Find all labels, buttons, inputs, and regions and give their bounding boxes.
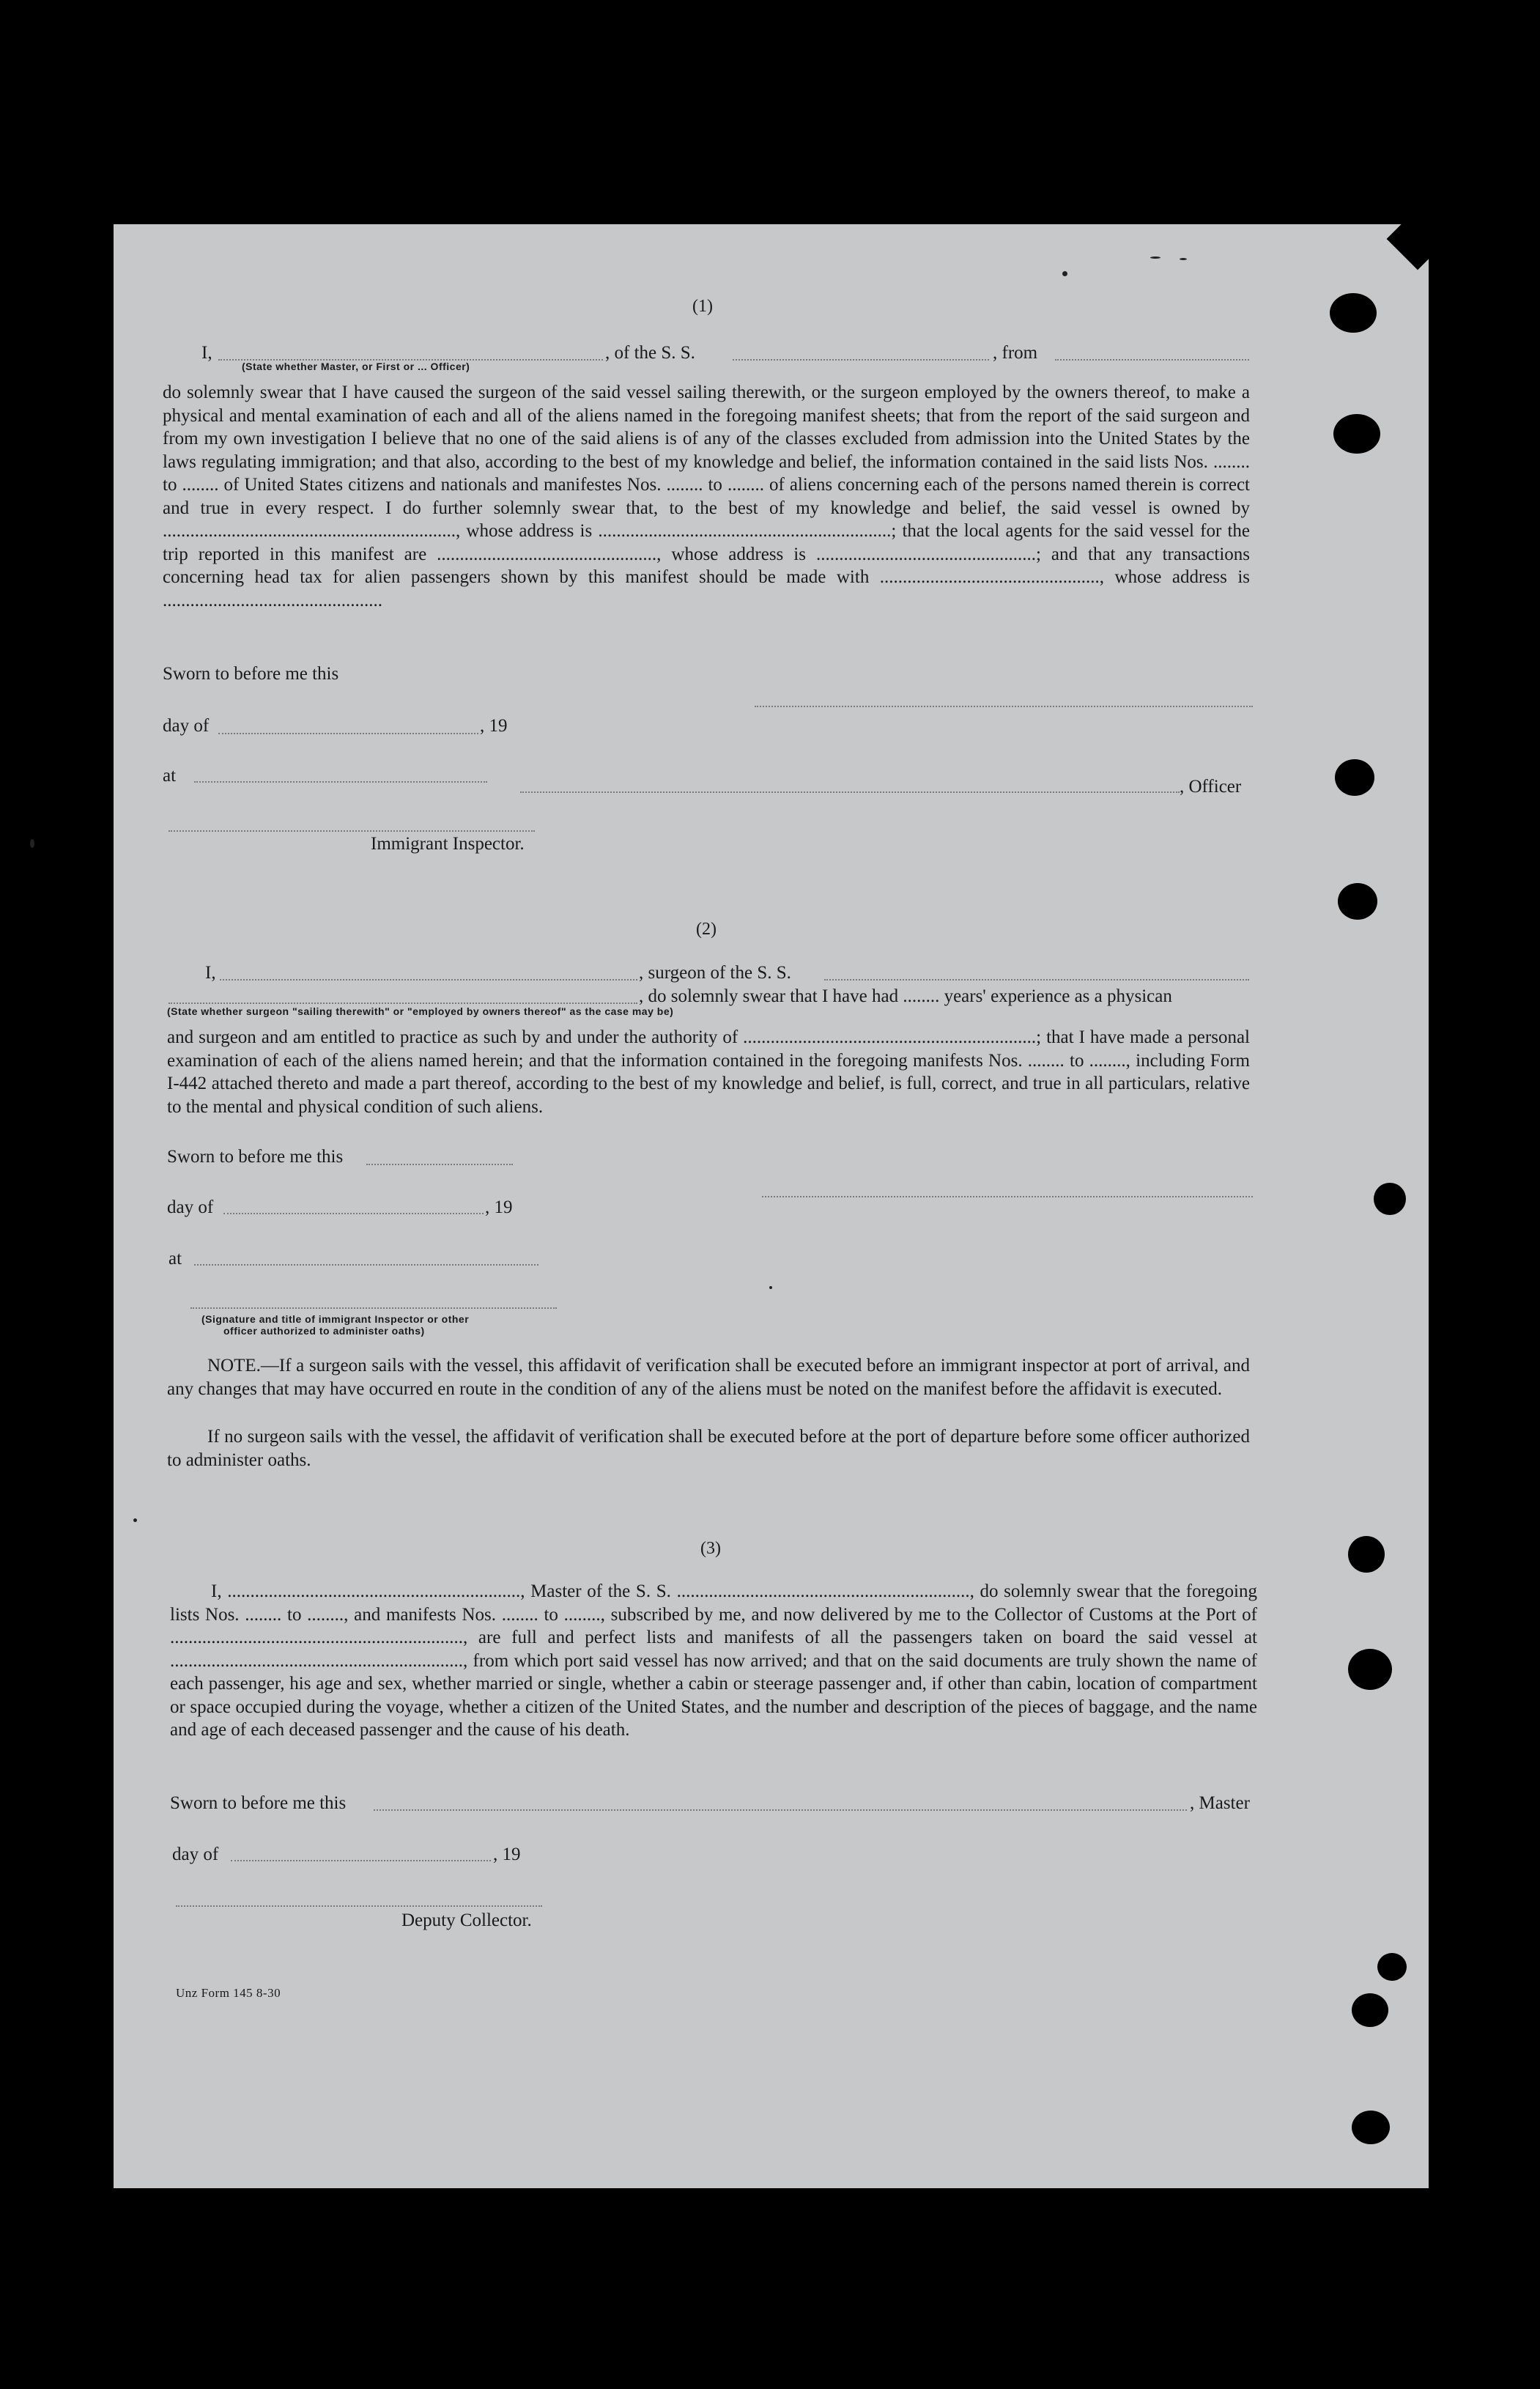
sec2-inspector-line <box>190 1307 557 1309</box>
sec2-sworn: Sworn to before me this <box>167 1147 344 1167</box>
sec1-at-line <box>194 781 487 783</box>
sec2-sworn-line <box>366 1164 513 1165</box>
sec2-surgeon: , surgeon of the S. S. <box>639 963 791 983</box>
sec2-at: at <box>169 1249 182 1269</box>
section-2-number: (2) <box>696 920 717 939</box>
sec3-year: , 19 <box>493 1845 521 1864</box>
section-1-number: (1) <box>692 297 713 316</box>
sec3-deputy: Deputy Collector. <box>401 1910 532 1930</box>
sec2-ship-line <box>824 979 1249 981</box>
sec3-day-line <box>231 1860 491 1861</box>
punch-hole <box>1352 1993 1388 2027</box>
punch-hole <box>1335 759 1374 796</box>
sec1-inspector: Immigrant Inspector. <box>371 834 525 854</box>
sec1-sworn: Sworn to before me this <box>163 664 339 684</box>
sec1-at: at <box>163 766 177 786</box>
form-id: Unz Form 145 8-30 <box>176 1986 281 2000</box>
sec1-day-line <box>218 733 478 734</box>
sec2-day-of: day of <box>167 1197 214 1217</box>
sec1-paragraph: do solemnly swear that I have caused the surgeon of the said vessel sailing therewith, or the surgeon employed by the owners thereof, to make a physical and mental examination of each and all of the aliens named in the foregoing manifest sheets; that from the report of the said surgeon and from my own investigation I believe that no one of the said aliens is of any of the classes excluded from admission into the United States by the laws regulating immigration; and that also, according to the best of my knowledge and belief, the information contained in the said lists Nos. ........ to ........ of United States citizens and nationals and manifestes Nos. ........ to ........ of aliens concerning each of the persons named therein is correct and true in every respect. I do further solemnly swear that, to the best of my knowledge and belief, the said vessel is owned by ................................................................, whose address is ................................................................; that the local agents for the said vessel for the trip reported in this manifest are ................................................, whose address is ................................................; and that any transactions concerning head tax for alien passengers shown by this manifest should be made with ................................................, whose address is ................................................ <box>163 383 1250 610</box>
speck <box>769 1286 772 1289</box>
sec3-paragraph: I, ................................................................, Master of the S. S. ................................................................, do solemnly swear that the foregoing lists Nos. ........ to ........, and manifests Nos. ........ to ........, subscribed by me, and now delivered by me to the Collector of Customs at the Port of ................................................................, are full and perfect lists and manifests of all the passengers taken on board the said vessel at ................................................................, from which port said vessel has now arrived; and that on the said documents are truly shown the name of each passenger, his age and sex, whether married or single, whether a cabin or steerage passenger and, if other than cabin, location of compartment or space occupied during the voyage, whether a citizen of the United States, and the number and description of the pieces of baggage, and the name and age of each deceased passenger and the cause of his death. <box>170 1581 1257 1740</box>
sec1-i: I, <box>201 343 212 363</box>
sec2-name-line <box>220 979 637 981</box>
sec2-note: (State whether surgeon "sailing therewith" or "employed by owners thereof" as the case may be) <box>167 1005 674 1017</box>
sec3-sworn-line <box>374 1809 1187 1811</box>
sec2-at-line <box>194 1264 538 1266</box>
sec2-note-paragraph-2: If no surgeon sails with the vessel, the affidavit of verification shall be executed before at the port of departure before some officer authorized to administer oaths. <box>167 1427 1250 1470</box>
sec2-sig-line <box>762 1196 1253 1197</box>
section-3-number: (3) <box>700 1539 721 1558</box>
sec3-deputy-line <box>176 1905 542 1907</box>
punch-hole <box>1352 2111 1390 2144</box>
sec1-from-line <box>1055 359 1249 361</box>
speck <box>133 1518 137 1522</box>
sec2-year: , 19 <box>485 1197 513 1217</box>
speck <box>1150 256 1160 259</box>
speck <box>1062 271 1067 276</box>
sec1-inspector-line <box>169 830 535 832</box>
sec1-day-of: day of <box>163 716 210 736</box>
punch-hole <box>1377 1953 1407 1981</box>
sec3-day-of: day of <box>172 1845 219 1864</box>
sec3-sworn: Sworn to before me this <box>170 1793 347 1813</box>
sec2-sig-note-1: (Signature and title of immigrant Inspector or other <box>201 1313 470 1325</box>
punch-hole <box>1348 1536 1385 1573</box>
sec2-surgeon-name-line <box>169 1003 637 1004</box>
sec1-officer: , Officer <box>1180 777 1242 797</box>
punch-hole <box>1330 293 1377 333</box>
sec1-year: , 19 <box>480 716 508 736</box>
sec2-swear-line: , do solemnly swear that I have had ........ years' experience as a physican <box>639 986 1172 1006</box>
sec2-paragraph: and surgeon and am entitled to practice as such by and under the authority of ................................................................; that I have made a personal examination of each of the aliens named herein; and that the information contained in the foregoing manifests Nos. ........ to ........, including Form I-442 attached thereto and made a part thereof, according to the best of my knowledge and belief, is full, correct, and true in all particulars, relative to the mental and physical condition of such aliens. <box>167 1027 1250 1117</box>
sec1-sworn-line <box>755 706 1253 707</box>
punch-hole <box>1374 1183 1406 1215</box>
speck <box>30 839 34 848</box>
sec1-from: , from <box>993 343 1038 363</box>
sec2-sig-note-2: officer authorized to administer oaths) <box>223 1325 425 1337</box>
sec1-officer-line <box>520 791 1180 793</box>
sec1-of-ss: , of the S. S. <box>605 343 695 363</box>
sec1-state-note: (State whether Master, or First or ... Officer) <box>242 361 470 372</box>
sec2-day-line <box>223 1213 484 1214</box>
sec1-ship-line <box>733 359 989 361</box>
sec3-master: , Master <box>1190 1793 1250 1813</box>
punch-hole <box>1338 883 1377 920</box>
punch-hole <box>1333 414 1380 454</box>
sec2-i: I, <box>205 963 216 983</box>
punch-hole <box>1348 1649 1392 1690</box>
speck <box>1180 258 1187 260</box>
sec2-note-paragraph-1: NOTE.—If a surgeon sails with the vessel, this affidavit of verification shall be executed before an immigrant inspector at port of arrival, and any changes that may have occurred en route in the condition of any of the aliens must be noted on the manifest before the affidavit is executed. <box>167 1356 1250 1399</box>
